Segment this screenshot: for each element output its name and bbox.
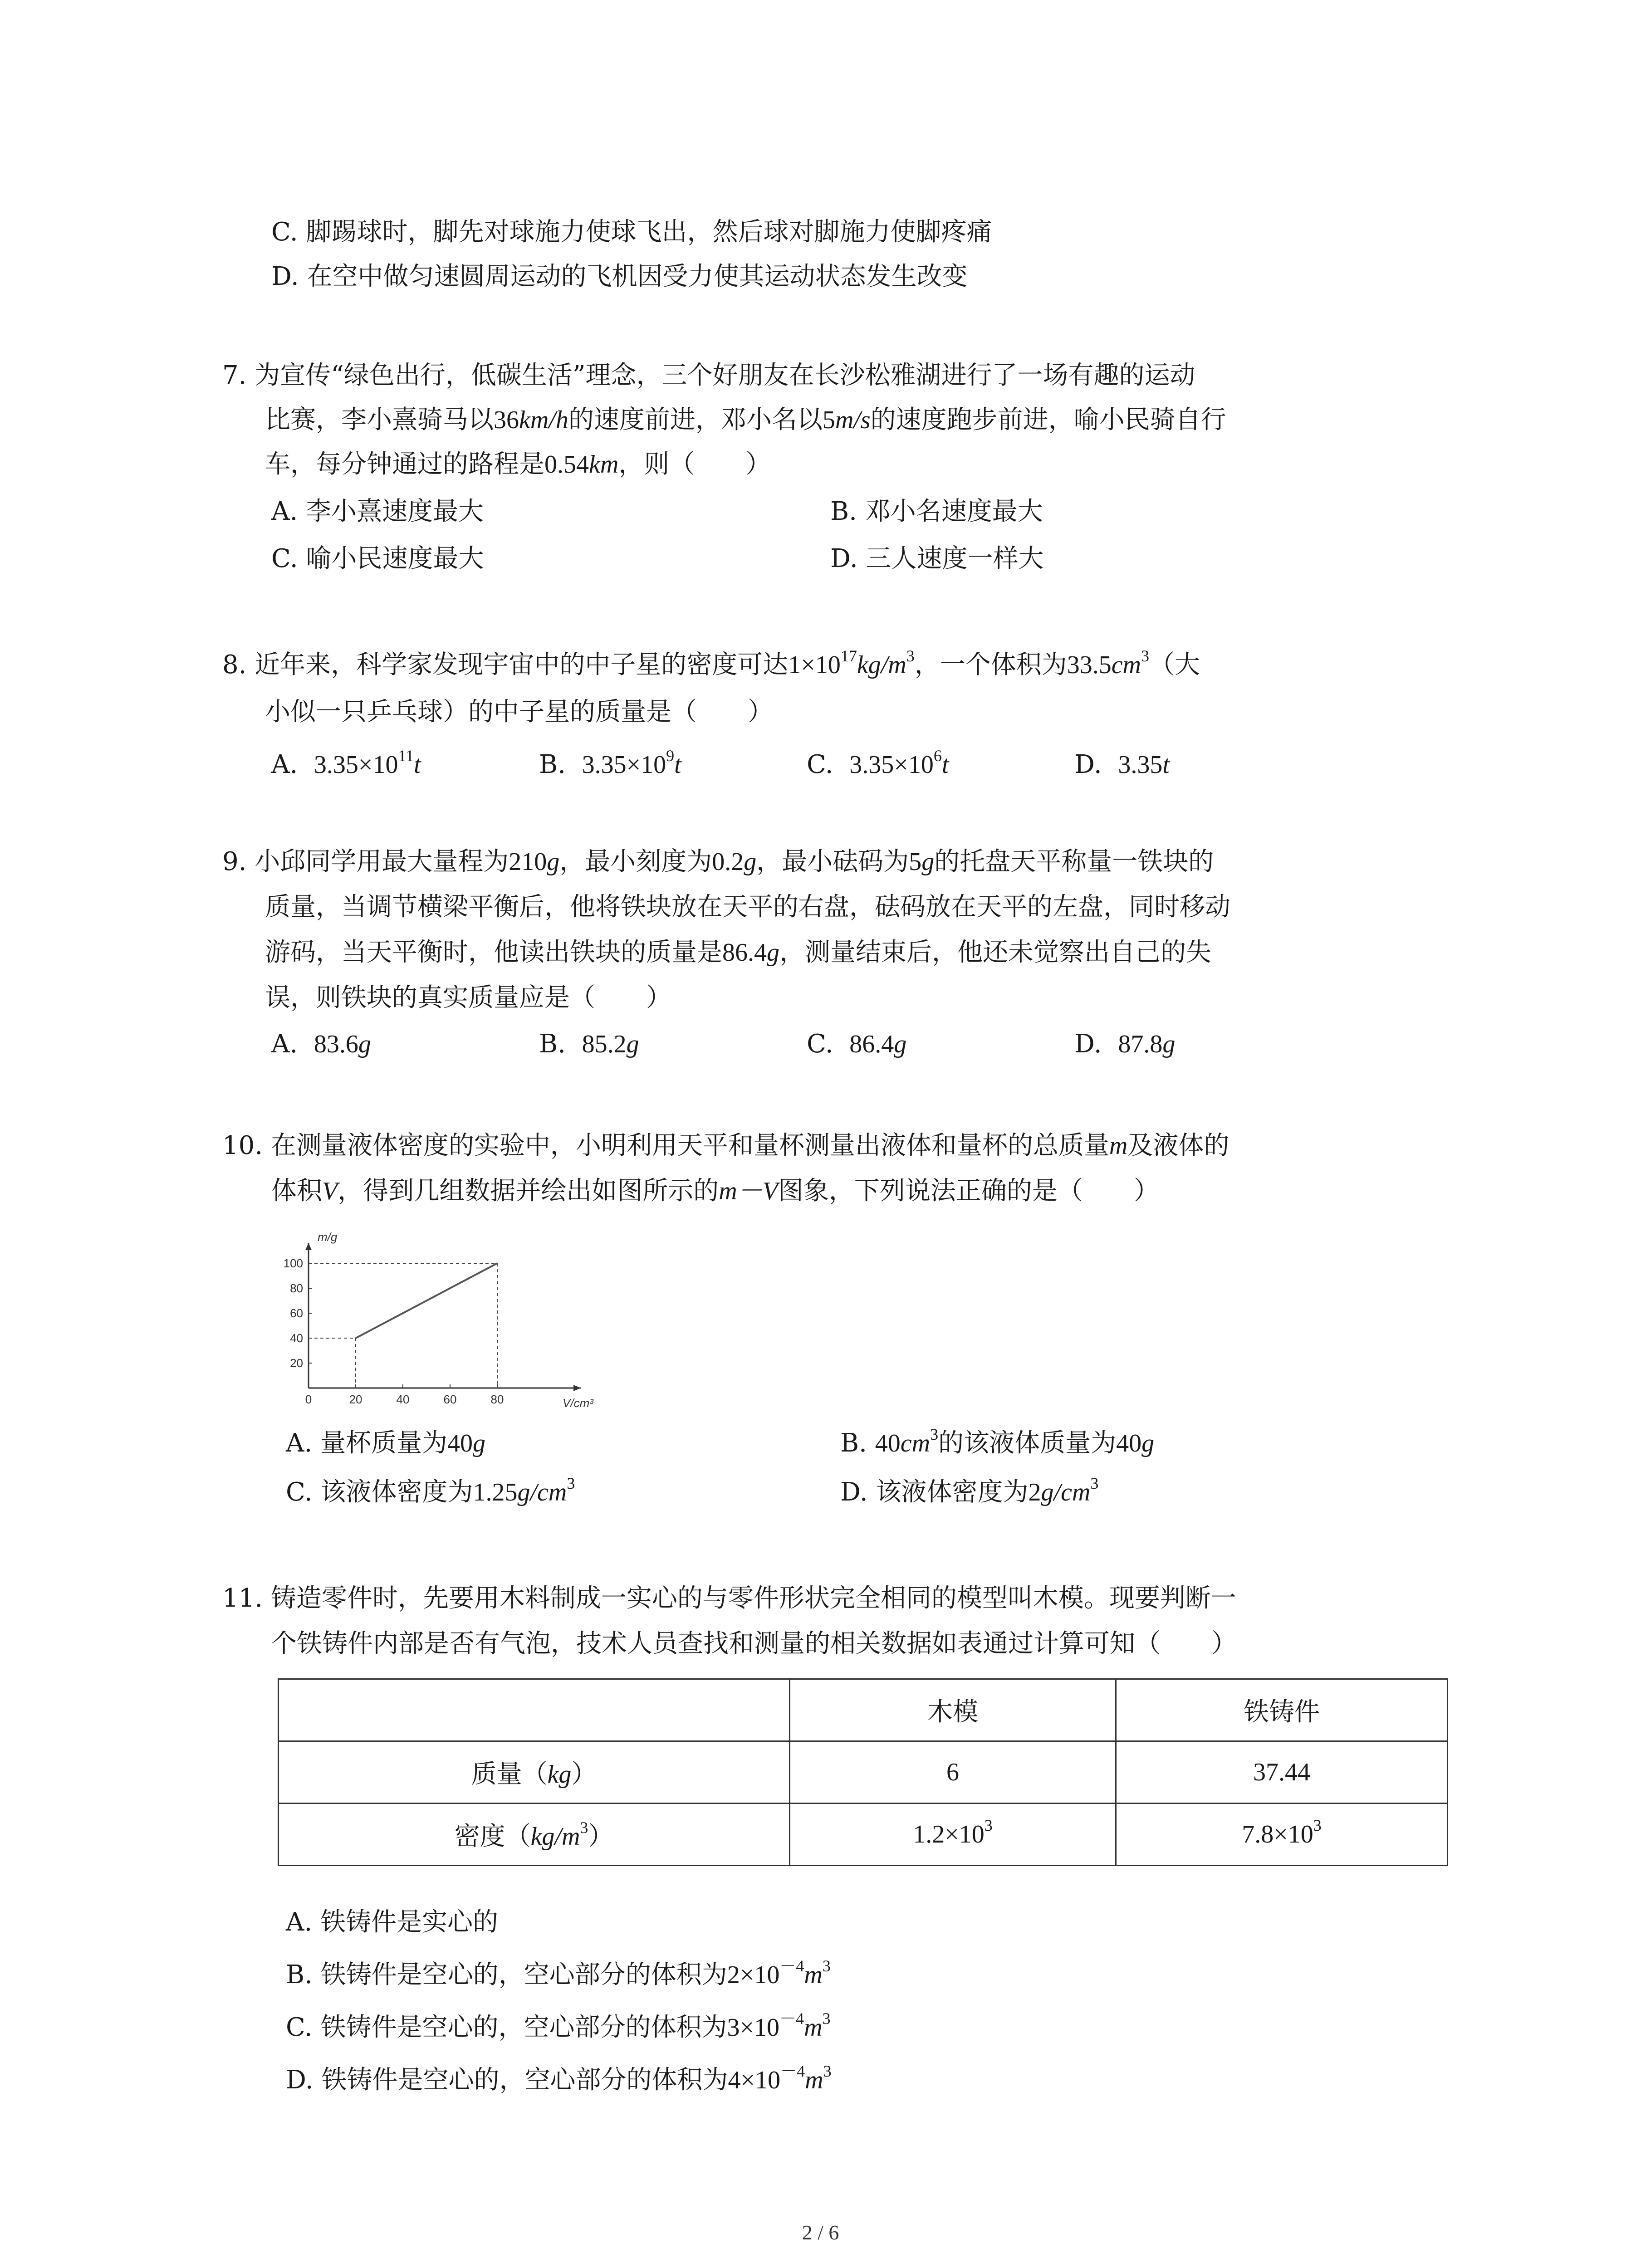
- q9-stem-line2: 质量，当调节横梁平衡后，他将铁块放在天平的右盘，砝码放在天平的左盘，同时移动: [265, 892, 1230, 922]
- table-row: [279, 1741, 1448, 1804]
- table-cell: 6: [790, 1741, 1116, 1804]
- chart-guides: [309, 1263, 497, 1388]
- q9-option-b: B. 85.2g: [539, 1029, 639, 1059]
- table-cell: 37.44: [1116, 1741, 1448, 1804]
- chart-series: [356, 1263, 497, 1338]
- q6-option-c: C. 脚踢球时，脚先对球施力使球飞出，然后球对脚施力使脚疼痛: [271, 217, 992, 247]
- q11-stem-line1: 11. 铸造零件时，先要用木料制成一实心的与零件形状完全相同的模型叫木模。现要判断一: [222, 1584, 1236, 1613]
- x-tick-label: 80: [490, 1393, 504, 1406]
- q11-option-b: B. 铁铸件是空心的，空心部分的体积为$2\times 10^{-4}m^3$: [286, 1957, 831, 1989]
- q7-option-b: B. 邓小名速度最大: [830, 497, 1043, 526]
- q11-option-c: C. 铁铸件是空心的，空心部分的体积为$3\times 10^{-4}m^3$: [286, 2009, 831, 2042]
- y-tick-label: 80: [290, 1281, 303, 1295]
- q8-option-a: A. $3.35\times 10^{11}t$: [271, 747, 421, 779]
- q10-option-c: C. 该液体密度为$1.25g/cm^3$: [286, 1474, 575, 1507]
- table-header-cell: [279, 1679, 790, 1741]
- table-header-cell: 木模: [790, 1679, 1116, 1741]
- q11-stem-line2: 个铁铸件内部是否有气泡，技术人员查找和测量的相关数据如表通过计算可知（ ）: [271, 1629, 1237, 1658]
- q8-stem-line1: 8. 近年来，科学家发现宇宙中的中子星的密度可达$1\times 10^{17}kg/m^3$，一个体积为$33.5cm^3$（大: [222, 647, 1200, 679]
- q7-option-c: C. 喻小民速度最大: [271, 544, 484, 573]
- y-tick-label: 20: [290, 1356, 303, 1370]
- y-tick-label: 60: [290, 1306, 303, 1320]
- q11-data-table: [278, 1678, 1448, 1866]
- chart-axes: [305, 1243, 581, 1391]
- q10-option-d: D. 该液体密度为$2g/cm^3$: [840, 1474, 1099, 1507]
- q7-option-a: A. 李小熹速度最大: [271, 497, 484, 526]
- q9-stem-line1: 9. 小邱同学用最大量程为210g，最小刻度为0.2g，最小砝码为5g的托盘天平称量一铁块的: [222, 847, 1214, 876]
- y-tick-label: 40: [290, 1331, 303, 1345]
- data-line-segment: [356, 1263, 497, 1338]
- q10-option-b: B. $40cm^3$的该液体质量为40g: [840, 1425, 1155, 1458]
- q9-option-a: A. 83.6g: [271, 1029, 371, 1059]
- q6-option-d: D. 在空中做匀速圆周运动的飞机因受力使其运动状态发生改变: [271, 262, 968, 291]
- q7-option-d: D. 三人速度一样大: [830, 544, 1044, 573]
- q8-stem-line2: 小似一只乒乓球）的中子星的质量是（ ）: [265, 697, 773, 727]
- q9-option-c: C. 86.4g: [807, 1029, 907, 1059]
- chart-y-axis-label: m/g: [318, 1230, 338, 1244]
- chart-x-axis-label: V/cm³: [563, 1396, 593, 1410]
- q11-option-d: D. 铁铸件是空心的，空心部分的体积为$4\times 10^{-4}m^3$: [286, 2062, 832, 2095]
- q8-option-c: C. $3.35\times 10^6t$: [807, 747, 949, 779]
- q10-option-a: A. 量杯质量为40g: [286, 1428, 486, 1458]
- q7-stem-line2: 比赛，李小熹骑马以36km/h的速度前进，邓小名以5m/s的速度跑步前进，喻小民骑自行: [265, 405, 1226, 435]
- table-header-row: [279, 1679, 1448, 1741]
- x-tick-label: 0: [305, 1393, 312, 1406]
- table-row-label: 密度$(kg/m^3)$: [279, 1804, 790, 1866]
- y-axis-arrow: [305, 1243, 312, 1250]
- table-cell: $1.2\times 10^3$: [790, 1804, 1116, 1866]
- q9-stem-line3: 游码，当天平衡时，他读出铁块的质量是86.4g，测量结束后，他还未觉察出自己的失: [265, 938, 1211, 967]
- mv-graph: [272, 1225, 617, 1424]
- q8-option-d: D. 3.35t: [1074, 750, 1170, 779]
- q10-stem-line1: 10. 在测量液体密度的实验中，小明利用天平和量杯测量出液体和量杯的总质量m及液体的: [222, 1131, 1230, 1160]
- page-number: 2 / 6: [802, 2221, 839, 2244]
- table-row-label: 质量（kg）: [279, 1741, 790, 1804]
- table-cell: $7.8\times 10^3$: [1116, 1804, 1448, 1866]
- y-tick-label: 100: [283, 1256, 303, 1270]
- x-tick-label: 20: [349, 1393, 362, 1406]
- table-row: [279, 1804, 1448, 1866]
- q11-option-a: A. 铁铸件是实心的: [286, 1907, 499, 1937]
- q7-stem-line3: 车，每分钟通过的路程是0.54km，则（ ）: [265, 450, 771, 479]
- q9-option-d: D. 87.8g: [1074, 1029, 1176, 1059]
- q7-stem-line1: 7. 为宣传“绿色出行，低碳生活”理念，三个好朋友在长沙松雅湖进行了一场有趣的运动: [222, 361, 1195, 390]
- q8-option-b: B. $3.35\times 10^9t$: [539, 747, 681, 779]
- table-header-cell: 铁铸件: [1116, 1679, 1448, 1741]
- x-tick-label: 60: [443, 1393, 457, 1406]
- q9-stem-line4: 误，则铁块的真实质量应是（ ）: [265, 983, 671, 1012]
- x-axis-arrow: [573, 1385, 581, 1391]
- q10-stem-line2: 体积V，得到几组数据并绘出如图所示的m－V图象，下列说法正确的是（ ）: [271, 1176, 1159, 1206]
- chart-ticks: [284, 1256, 504, 1406]
- x-tick-label: 40: [396, 1393, 410, 1406]
